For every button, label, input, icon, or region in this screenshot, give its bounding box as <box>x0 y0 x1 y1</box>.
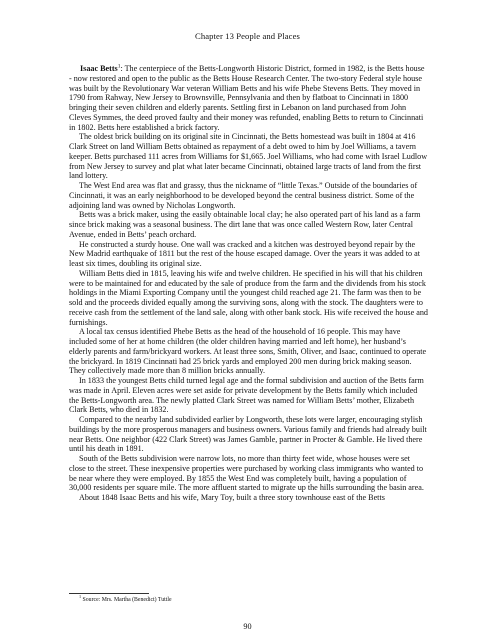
paragraph: A local tax census identified Phebe Betts as the head of the household of 16 people. This may have included some of her at home children (the older children having married and left home), her husband’s elderly parents and farm/brickyard workers. At least three sons, Smith, Oliver, and Isaac, continued to operate the brickyard. In 1819 Cincinnati had 25 brick yards and employed 200 men during brick making season. They collectively made more than 8 million bricks annually. <box>69 327 427 376</box>
paragraph: South of the Betts subdivision were narrow lots, no more than thirty feet wide, whose houses were set close to the street. These inexpensive properties were purchased by working class immigrants who wanted to be near where they were employed. By 1855 the West End was completely built, having a population of 30,000 residents per square mile. The more affluent started to migrate up the hills surrounding the basin area. <box>69 454 424 493</box>
page-number: 90 <box>243 622 252 631</box>
footnote-text: Source: Mrs. Martha (Benedict) Tuttle <box>81 597 172 603</box>
footnote-mark: 1 <box>79 594 82 600</box>
footnote-reference[interactable]: 1 <box>117 63 121 70</box>
paragraph: The West End area was flat and grassy, thus the nickname of “little Texas.” Outside of the boundaries of Cincinnati, it was an early neighborhood to be developed beyond the central business district. Some of the adjoining land was owned by Nicholas Longworth. <box>69 181 418 210</box>
chapter-header: Chapter 13 People and Places <box>195 31 300 41</box>
intro-text: The centerpiece of the Betts-Longworth Historic District, formed in 1982, is the Betts house - now restored and open to the public as the Betts House Research Center. The two-story Federal style house was built by the Revolutionary War veteran William Betts and his wife Phebe Stevens Betts. They moved in 1790 from Rahway, New Jersey to Brownsville, Pennsylvania and then by flatboat to Cincinnati in 1800 bringing their seven children and elderly parents. Settling first in Lebanon on land purchased from John Cleves Symmes, the deed proved faulty and their money was refunded, enabling Betts to return to Cincinnati in 1802. Betts here established a brick factory. <box>69 64 425 132</box>
paragraph: In 1833 the youngest Betts child turned legal age and the formal subdivision and auction of the Betts farm was made in April. Eleven acres were set aside for private development by the Betts family which included the Betts-Longworth area. The newly platted Clark Street was named for William Betts’ mother, Elizabeth Clark Betts, who died in 1832. <box>69 376 424 415</box>
footnote <box>79 594 172 604</box>
heading-name: Isaac Betts <box>80 64 118 73</box>
paragraph: About 1848 Isaac Betts and his wife, Mary Toy, built a three story townhouse east of the Betts <box>79 493 385 502</box>
body-text <box>69 46 428 503</box>
intro-paragraph <box>69 64 428 132</box>
paragraph: He constructed a sturdy house. One wall was cracked and a kitchen was destroyed beyond repair by the New Madrid earthquake of 1811 but the rest of the house escaped damage. Over the years it was added to at least six times, doubling its original size. <box>69 239 420 268</box>
paragraph: Betts was a brick maker, using the easily obtainable local clay; he also operated part of his land as a farm since brick making was a seasonal business. The dirt lane that was once called Western Row, later Central Avenue, ended in Betts’ peach orchard. <box>69 210 421 239</box>
paragraph: William Betts died in 1815, leaving his wife and twelve children. He specified in his will that his children were to be maintained for and educated by the sale of produce from the farm and the dividends from his stock holdings in the Miami Exporting Company until the youngest child reached age 21. The farm was then to be sold and the proceeds divided equally among the surviving sons, along with the stock. The daughters were to receive cash from the settlement of the land sale, along with other bank stock. His wife received the house and furnishings. <box>69 268 428 327</box>
paragraph: The oldest brick building on its original site in Cincinnati, the Betts homestead was built in 1804 at 416 Clark Street on land William Betts obtained as repayment of a debt owed to him by Joel Williams, a tavern keeper. Betts purchased 111 acres from Williams for $1,665. Joel Williams, who had come with Israel Ludlow from New Jersey to survey and plat what later became Cincinnati, obtained large tracts of land from the first land lottery. <box>69 132 428 181</box>
heading-colon: : <box>120 64 123 73</box>
paragraph: Compared to the nearby land subdivided earlier by Longworth, these lots were larger, encouraging stylish buildings by the more prosperous managers and business owners. Various family and friends had already built near Betts. One neighbor (422 Clark Street) was James Gamble, partner in Procter & Gamble. He lived there until his death in 1891. <box>69 415 427 454</box>
